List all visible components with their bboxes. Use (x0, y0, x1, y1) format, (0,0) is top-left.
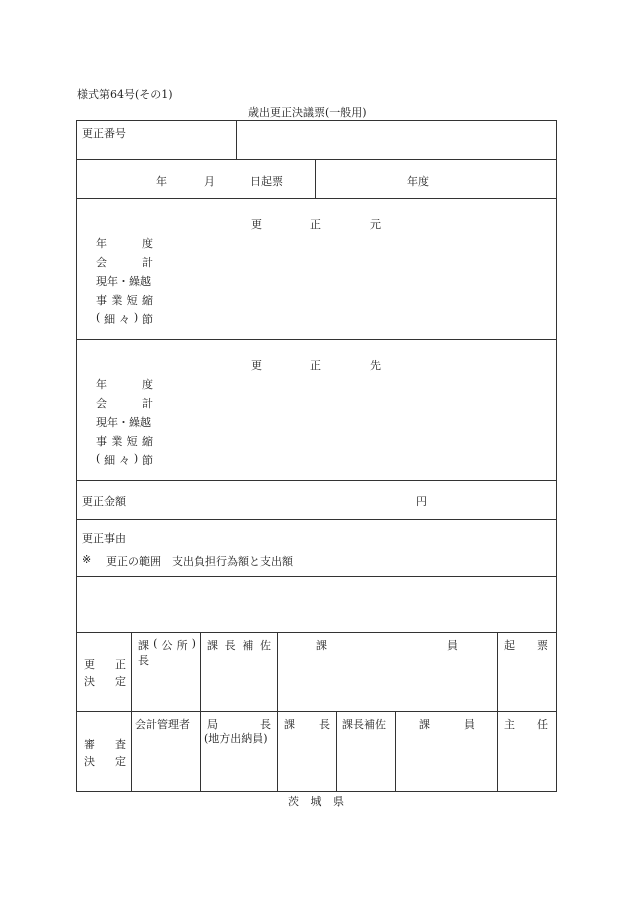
correction-number-field[interactable] (240, 124, 552, 155)
audit-decision-label-2: 決 定 (84, 755, 126, 768)
date-day-issued: 日起票 (250, 175, 283, 188)
dest-heading-3: 先 (370, 359, 381, 372)
reason-label: 更正事由 (82, 532, 126, 545)
correction-decision-label-2: 決 定 (84, 675, 126, 688)
reason-field[interactable] (80, 580, 552, 628)
col-accounting-manager: 会計管理者 (135, 718, 190, 731)
col-assistant-chief: 課 長 補 佐 (207, 639, 271, 652)
amount-unit: 円 (416, 495, 427, 508)
date-year: 年 (156, 175, 167, 188)
col-chief-staff: 主 任 (504, 718, 548, 731)
date-month: 月 (204, 175, 215, 188)
footer-prefecture: 茨 城 県 (288, 795, 344, 808)
col-audit-staff: 課 員 (419, 718, 475, 731)
form-title: 歳出更正決議票(一般用) (248, 106, 367, 119)
amount-field[interactable] (140, 486, 410, 514)
col-assistant-section-chief: 課長補佐 (342, 718, 386, 731)
dest-row-account: 会 計 (96, 397, 153, 410)
fiscal-year-label: 年度 (407, 175, 429, 188)
dest-heading-1: 更 (251, 359, 262, 372)
audit-decision-label-1: 審 査 (84, 738, 126, 751)
dest-row-project: 事 業 短 縮 (96, 435, 153, 448)
amount-label: 更正金額 (82, 495, 126, 508)
reason-note: 更正の範囲 支出負担行為額と支出額 (106, 555, 293, 568)
dest-row-current-carryover: 現年・繰越 (96, 416, 151, 429)
dest-row-section: ( 細 々 ) 節 (96, 452, 153, 467)
col-section-chief-line1: 課 ( 公 所 ) (138, 637, 196, 652)
source-row-project: 事 業 短 縮 (96, 294, 153, 307)
source-heading-2: 正 (310, 218, 321, 231)
correction-number-label: 更正番号 (82, 127, 126, 140)
source-row-current-carryover: 現年・繰越 (96, 275, 151, 288)
col-bureau-chief-line2: (地方出納員) (204, 732, 268, 745)
source-heading-3: 元 (370, 218, 381, 231)
col-drafter: 起 票 (504, 639, 548, 652)
source-row-account: 会 計 (96, 256, 153, 269)
correction-decision-label-1: 更 正 (84, 658, 126, 671)
col-staff: 課 員 (316, 639, 458, 652)
col-section-chief-line2: 長 (138, 654, 149, 667)
source-heading-1: 更 (251, 218, 262, 231)
dest-heading-2: 正 (310, 359, 321, 372)
form-number: 様式第64号(その1) (77, 88, 173, 101)
reason-note-mark: ※ (82, 553, 92, 566)
source-row-year: 年 度 (96, 237, 153, 250)
dest-row-year: 年 度 (96, 378, 153, 391)
col-bureau-chief-line1: 局 長 (207, 718, 271, 731)
source-row-section: ( 細 々 ) 節 (96, 311, 153, 326)
col-section-chief: 課 長 (284, 718, 330, 731)
